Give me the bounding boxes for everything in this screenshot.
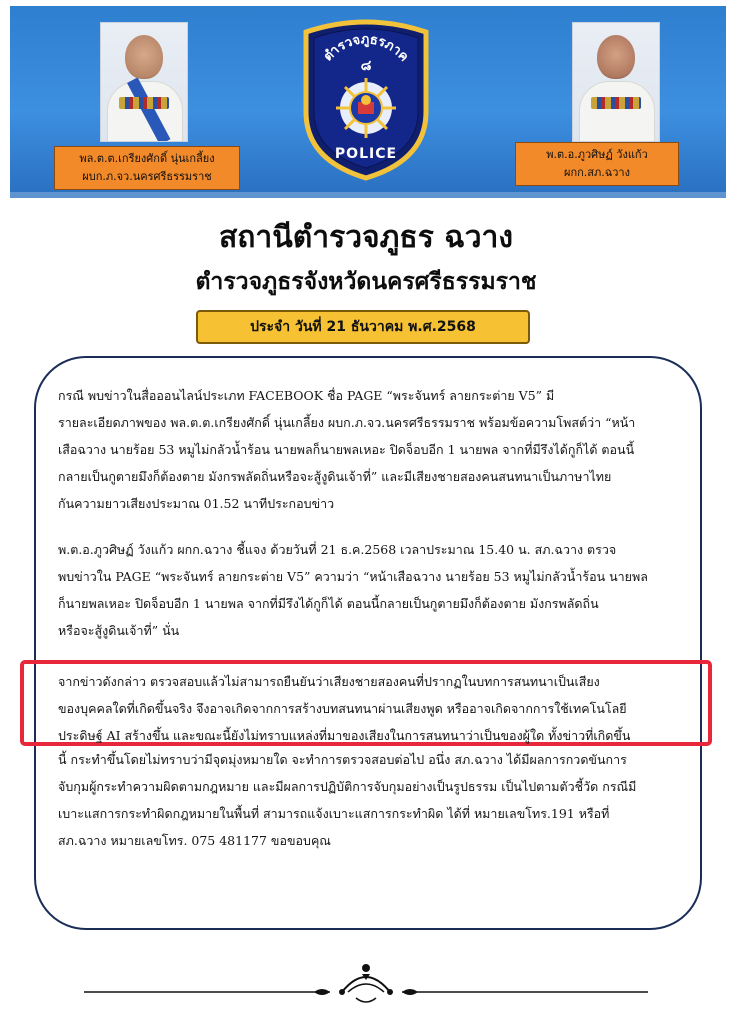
right-officer-name-tag [515,142,679,186]
badge-arc-text: ตำรวจภูธรภาค [320,32,412,65]
paragraph-line: กลายเป็นกูตายมึงก็ต้องตาย มังกรพลัดถิ่นหรือจะสู้งูดินเจ้าที่” และมีเสียงชายสองคนสนทนาเป็นภาษาไทย [58,469,612,484]
face [125,35,163,79]
paragraph-line: กันความยาวเสียงประมาณ 01.52 นาทีประกอบข่าว [58,496,335,511]
badge-number: ๘ [360,58,372,74]
badge-label: POLICE [334,146,398,162]
paragraph-line: เบาะแสการกระทำผิดกฎหมายในพื้นที่ สามารถแจ้งเบาะแสการกระทำผิด ได้ที่ หมายเลขโทร.191 หรือที่ [58,806,610,821]
uniform [579,81,655,142]
date-banner: ประจำ วันที่ 21 ธันวาคม พ.ศ.2568 [196,310,530,344]
paragraph-line: รายละเอียดภาพของ พล.ต.ต.เกรียงศักดิ์ นุ่นเกลี้ยง ผบก.ภ.จว.นครศรีธรรมราช พร้อมข้อความโพสต์ว่า “หน้า [58,415,636,430]
paragraph-line: เสือฉวาง นายร้อย 53 หมูไม่กลัวน้ำร้อน นายพลก็นายพลเหอะ ปิดจ็อบอีก 1 นายพล จากที่มีรึงได้กูก็ได้ ตอนนี้ [58,442,635,457]
paragraph-line: หรือจะสู้งูดินเจ้าที่” นั่น [58,623,180,638]
police-badge-svg [296,12,436,182]
paragraph-news-report [58,382,686,517]
right-officer-name: พ.ต.อ.ภูวศิษฏ์ วังแก้ว [546,148,648,161]
paragraph-clarification [58,536,686,644]
face [597,35,635,79]
header [0,0,732,200]
paragraph-line: กรณี พบข่าวในสื่อออนไลน์ประเภท FACEBOOK ชื่อ PAGE “พระจันทร์ ลายกระต่าย V5” มี [58,388,555,403]
left-officer-name-tag [54,146,240,190]
paragraph-line: ประดิษฐ์ AI สร้างขึ้น และขณะนี้ยังไม่ทราบแหล่งที่มาของเสียงในการสนทนาว่าเป็นของผู้ใด ทั้งข่าวที่เกิดขึ้น [58,728,631,743]
paragraph-findings [58,668,686,749]
left-officer-position: ผบก.ภ.จว.นครศรีธรรมราช [82,170,212,183]
star-emblem-icon [336,78,396,138]
left-officer-photo [100,22,188,142]
paragraph-closing [58,746,686,854]
police-badge-icon [296,12,436,182]
medals [119,97,169,109]
paragraph-line: นี้ กระทำขึ้นโดยไม่ทราบว่ามีจุดมุ่งหมายใด จะทำการตรวจสอบต่อไป อนึ่ง สภ.ฉวาง ได้มีผลการกวดขันการ [58,752,627,767]
medals [591,97,641,109]
paragraph-line: ก็นายพลเหอะ ปิดจ็อบอีก 1 นายพล จากที่มีรึงได้กูก็ได้ ตอนนี้กลายเป็นกูตายมึงก็ต้องตาย มังกรพลัดถิ่น [58,596,599,611]
right-officer-position: ผกก.สภ.ฉวาง [564,166,630,179]
province-title: ตำรวจภูธรจังหวัดนครศรีธรรมราช [195,269,537,295]
paragraph-line: จับกุมผู้กระทำความผิดตามกฎหมาย และมีผลการปฏิบัติการจับกุมอย่างเป็นรูปธรรม เป็นไปตามตัวชี้วัด กรณีมี [58,779,637,794]
paragraph-line: พบข่าวใน PAGE “พระจันทร์ ลายกระต่าย V5” ความว่า “หน้าเสือฉวาง นายร้อย 53 หมูไม่กลัวน้ำร้อน นายพล [58,569,648,584]
station-title: สถานีตำรวจภูธร ฉวาง [218,220,514,255]
right-officer-photo [572,22,660,142]
paragraph-line: ของบุคคลใดที่เกิดขึ้นจริง จึงอาจเกิดจากการสร้างบทสนทนาผ่านเสียงพูด หรืออาจเกิดจากการใช้เทคโนโลยี [58,701,627,716]
paragraph-line: พ.ต.อ.ภูวศิษฏ์ วังแก้ว ผกก.ฉวาง ชี้แจง ด้วยวันที่ 21 ธ.ค.2568 เวลาประมาณ 15.40 น. สภ.ฉวาง ตรวจ [58,542,617,557]
left-officer-name: พล.ต.ต.เกรียงศักดิ์ นุ่นเกลี้ยง [79,152,215,165]
ornament-divider-icon [80,958,652,1008]
paragraph-line: จากข่าวดังกล่าว ตรวจสอบแล้วไม่สามารถยืนยันว่าเสียงชายสองคนที่ปรากฏในบทการสนทนาเป็นเสียง [58,674,600,689]
paragraph-line: สภ.ฉวาง หมายเลขโทร. 075 481177 ขอขอบคุณ [58,833,331,848]
